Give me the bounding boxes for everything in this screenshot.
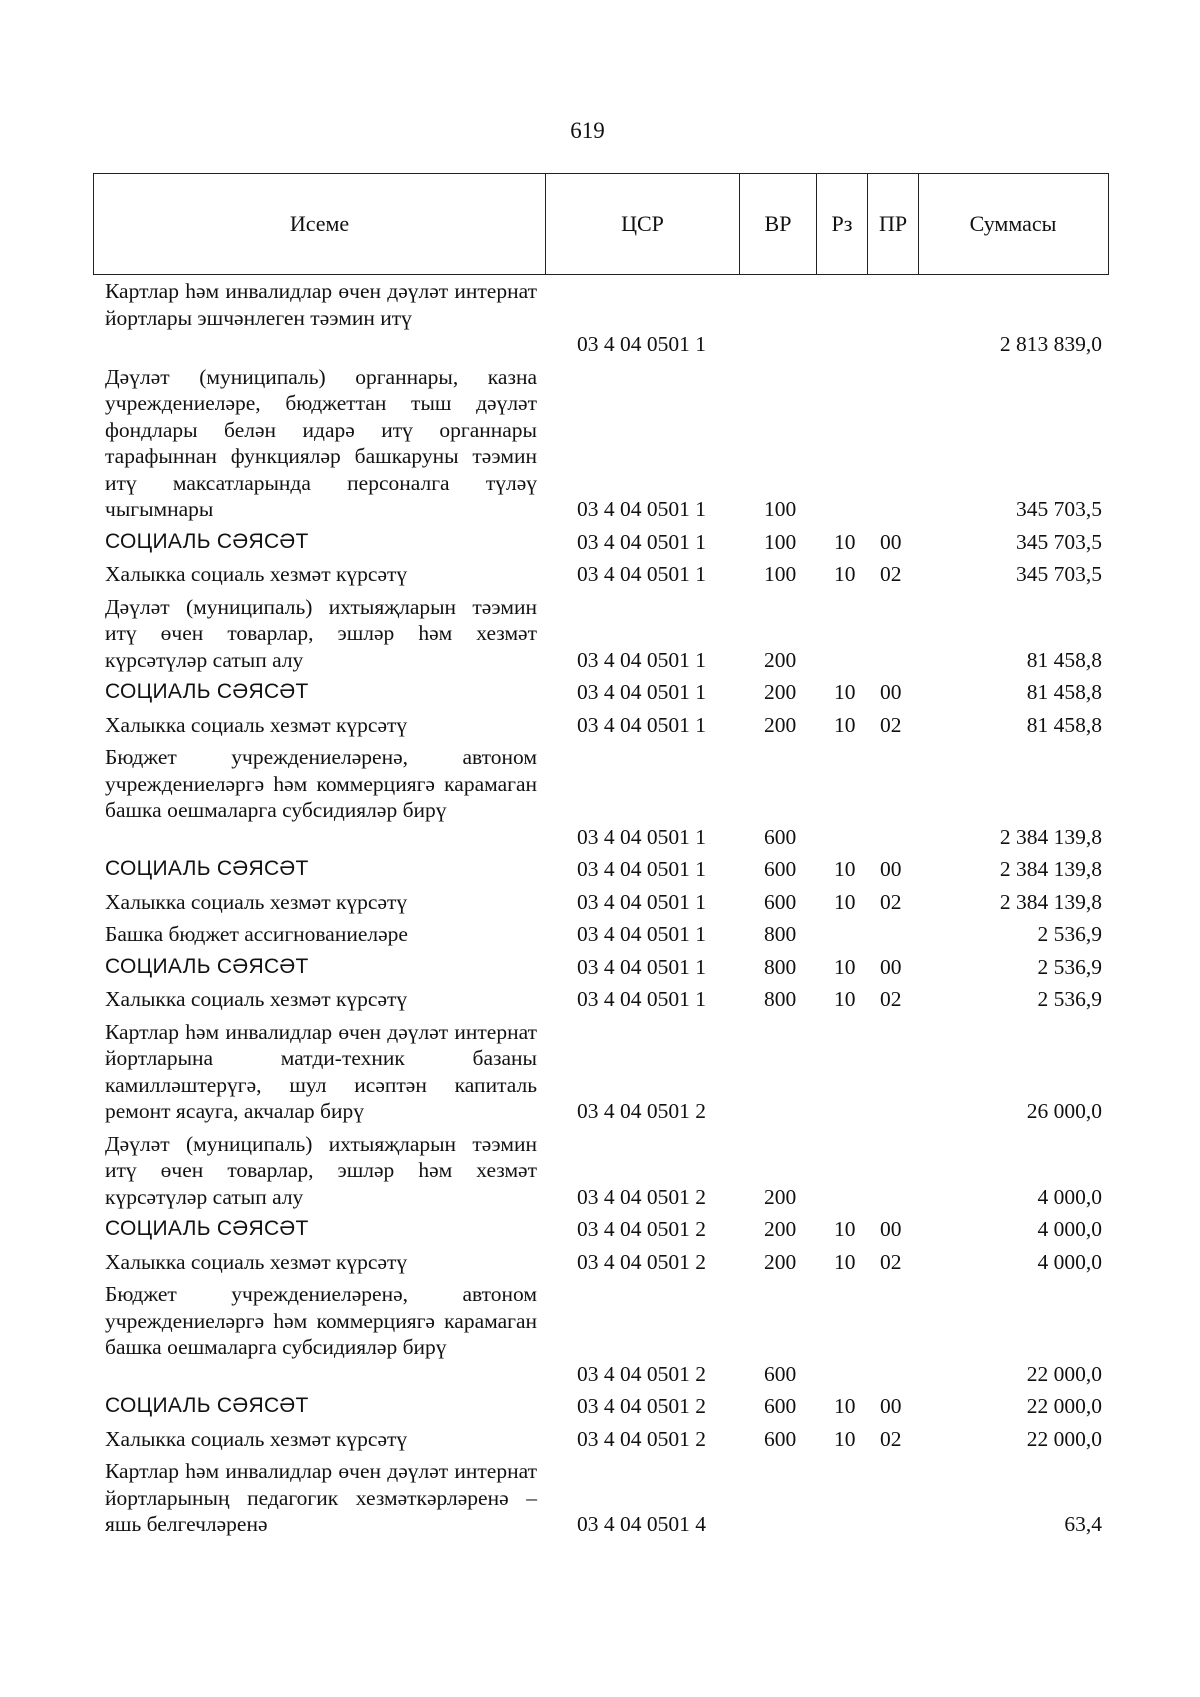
table-row	[0, 364, 1200, 523]
row-rz: 10	[834, 712, 856, 737]
row-name: Дәүләт (муниципаль) ихтыяҗларын тәэмин итү өчен товарлар, эшләр һәм хезмәт күрсәтүләр сатып алу	[105, 1131, 537, 1209]
row-sum: 4 000,0	[1037, 1249, 1102, 1274]
row-sum: 345 703,5	[1016, 562, 1102, 586]
row-sum: 81 458,8	[1026, 680, 1102, 704]
row-csr: 03 4 04 0501 1	[577, 712, 706, 737]
table-row	[0, 744, 1200, 850]
row-csr: 03 4 04 0501 1	[577, 954, 706, 979]
row-pr: 00	[880, 529, 902, 554]
row-rz: 10	[834, 1426, 856, 1451]
row-name: Дәүләт (муниципаль) органнары, казна учреждениеләре, бюджеттан тыш дәүләт фондлары белән идарә итү органнары тарафыннан функцияләр башкаруны тәэмин итү максатларында персоналга түләү чыгымнары	[105, 364, 537, 521]
row-name: Картлар һәм инвалидлар өчен дәүләт интернат йортларына матди-техник базаны камилләштерүгә, шул исәптән капиталь ремонт ясауга, акчалар бирү	[105, 1019, 537, 1123]
row-pr: 00	[880, 954, 902, 979]
table-row	[0, 712, 1200, 739]
table-row	[0, 529, 1200, 556]
table-header	[93, 173, 1109, 275]
row-rz: 10	[834, 889, 856, 914]
row-vr: 100	[764, 497, 797, 521]
row-vr: 200	[764, 712, 797, 737]
row-sum: 22 000,0	[1026, 1426, 1102, 1451]
row-sum: 345 703,5	[1016, 497, 1102, 521]
row-pr: 02	[880, 562, 902, 586]
table-row	[0, 594, 1200, 674]
table-row	[0, 1249, 1200, 1276]
row-csr: 03 4 04 0501 4	[577, 1512, 706, 1536]
row-csr: 03 4 04 0501 1	[577, 332, 706, 356]
row-sum: 26 000,0	[1026, 1099, 1102, 1123]
row-sum: 4 000,0	[1037, 1217, 1102, 1241]
row-csr: 03 4 04 0501 1	[577, 987, 706, 1011]
row-vr: 200	[764, 680, 797, 704]
row-csr: 03 4 04 0501 1	[577, 857, 706, 881]
row-vr: 800	[764, 987, 797, 1011]
row-vr: 200	[764, 1217, 797, 1241]
row-csr: 03 4 04 0501 2	[577, 1184, 706, 1209]
row-name: Дәүләт (муниципаль) ихтыяҗларын тәэмин итү өчен товарлар, эшләр һәм хезмәт күрсәтүләр сатып алу	[105, 594, 537, 672]
header-vr: ВР	[739, 174, 816, 274]
page-number: 619	[570, 118, 605, 143]
row-name: СОЦИАЛЬ СӘЯСӘТ	[105, 1394, 309, 1417]
row-name: Картлар һәм инвалидлар өчен дәүләт интернат йортларының педагогик хезмәткәрләренә – яшь белгечләренә	[105, 1459, 537, 1536]
row-rz: 10	[834, 1249, 856, 1274]
table-row	[0, 679, 1200, 706]
row-sum: 4 000,0	[1037, 1184, 1102, 1209]
row-sum: 2 536,9	[1037, 987, 1102, 1011]
table-row	[0, 889, 1200, 916]
row-sum: 2 384 139,8	[999, 824, 1102, 849]
row-name: Халыкка социаль хезмәт күрсәтү	[105, 987, 408, 1011]
row-name: Халыкка социаль хезмәт күрсәтү	[105, 712, 408, 737]
table-row	[0, 986, 1200, 1013]
row-name: Башка бюджет ассигнованиеләре	[105, 922, 408, 946]
row-vr: 600	[764, 1426, 797, 1451]
row-vr: 800	[764, 922, 797, 946]
row-csr: 03 4 04 0501 1	[577, 824, 706, 849]
row-csr: 03 4 04 0501 2	[577, 1249, 706, 1274]
row-name: Бюджет учреждениеләренә, автоном учреждениеләргә һәм коммерциягә карамаган башка оешмаларга субсидияләр бирү	[105, 1282, 537, 1359]
row-csr: 03 4 04 0501 1	[577, 922, 706, 946]
row-vr: 100	[764, 562, 797, 586]
row-sum: 2 536,9	[1037, 954, 1102, 979]
row-rz: 10	[834, 680, 856, 704]
table-row	[0, 1393, 1200, 1420]
row-pr: 02	[880, 987, 902, 1011]
row-sum: 22 000,0	[1026, 1361, 1102, 1386]
row-sum: 63,4	[1064, 1512, 1102, 1536]
row-sum: 22 000,0	[1026, 1394, 1102, 1418]
row-name: СОЦИАЛЬ СӘЯСӘТ	[105, 954, 309, 978]
row-name: Халыкка социаль хезмәт күрсәтү	[105, 1249, 408, 1274]
table-row	[0, 1458, 1200, 1538]
row-vr: 200	[764, 647, 797, 672]
row-csr: 03 4 04 0501 1	[577, 529, 706, 554]
table-row	[0, 1426, 1200, 1453]
row-csr: 03 4 04 0501 2	[577, 1099, 706, 1123]
row-pr: 00	[880, 1217, 902, 1241]
row-csr: 03 4 04 0501 1	[577, 562, 706, 586]
row-sum: 81 458,8	[1026, 712, 1102, 737]
row-name: СОЦИАЛЬ СӘЯСӘТ	[105, 1217, 309, 1240]
row-sum: 2 384 139,8	[999, 889, 1102, 914]
row-name: СОЦИАЛЬ СӘЯСӘТ	[105, 529, 309, 553]
table-row	[0, 954, 1200, 981]
row-pr: 02	[880, 712, 902, 737]
row-name: Халыкка социаль хезмәт күрсәтү	[105, 562, 408, 586]
table-body	[0, 278, 1200, 1544]
row-csr: 03 4 04 0501 2	[577, 1394, 706, 1418]
row-rz: 10	[834, 1217, 856, 1241]
row-vr: 600	[764, 1394, 797, 1418]
row-csr: 03 4 04 0501 1	[577, 497, 706, 521]
table-row	[0, 1019, 1200, 1125]
table-row	[0, 921, 1200, 948]
row-csr: 03 4 04 0501 1	[577, 647, 706, 672]
row-vr: 800	[764, 954, 797, 979]
row-pr: 00	[880, 1394, 902, 1418]
header-pr: ПР	[867, 174, 918, 274]
row-pr: 00	[880, 680, 902, 704]
row-csr: 03 4 04 0501 2	[577, 1217, 706, 1241]
header-sum: Суммасы	[918, 174, 1107, 274]
row-csr: 03 4 04 0501 2	[577, 1361, 706, 1386]
row-rz: 10	[834, 1394, 856, 1418]
row-pr: 02	[880, 1426, 902, 1451]
row-rz: 10	[834, 562, 856, 586]
row-name: СОЦИАЛЬ СӘЯСӘТ	[105, 857, 309, 880]
header-csr: ЦСР	[545, 174, 739, 274]
row-csr: 03 4 04 0501 1	[577, 889, 706, 914]
table-row	[0, 856, 1200, 883]
table-row	[0, 1216, 1200, 1243]
row-sum: 2 813 839,0	[999, 332, 1102, 356]
row-vr: 600	[764, 857, 797, 881]
row-rz: 10	[834, 857, 856, 881]
row-pr: 02	[880, 889, 902, 914]
row-sum: 345 703,5	[1016, 529, 1102, 554]
row-sum: 2 536,9	[1037, 922, 1102, 946]
header-rz: Рз	[816, 174, 867, 274]
row-csr: 03 4 04 0501 2	[577, 1426, 706, 1451]
row-vr: 600	[764, 889, 797, 914]
row-pr: 00	[880, 857, 902, 881]
table-row	[0, 1131, 1200, 1211]
row-rz: 10	[834, 987, 856, 1011]
row-vr: 100	[764, 529, 797, 554]
row-rz: 10	[834, 529, 856, 554]
row-name: Картлар һәм инвалидлар өчен дәүләт интернат йортлары эшчәнлеген тәэмин итү	[105, 279, 537, 330]
row-vr: 200	[764, 1249, 797, 1274]
row-vr: 200	[764, 1184, 797, 1209]
row-rz: 10	[834, 954, 856, 979]
row-vr: 600	[764, 1361, 797, 1386]
header-name: Исеме	[289, 211, 350, 236]
row-pr: 02	[880, 1249, 902, 1274]
table-row	[0, 561, 1200, 588]
row-name: Халыкка социаль хезмәт күрсәтү	[105, 889, 408, 914]
row-vr: 600	[764, 824, 797, 849]
table-row	[0, 1281, 1200, 1387]
row-name: Халыкка социаль хезмәт күрсәтү	[105, 1426, 408, 1451]
row-csr: 03 4 04 0501 1	[577, 680, 706, 704]
table-row	[0, 278, 1200, 358]
row-name: СОЦИАЛЬ СӘЯСӘТ	[105, 680, 309, 703]
row-sum: 81 458,8	[1026, 647, 1102, 672]
row-name: Бюджет учреждениеләренә, автоном учреждениеләргә һәм коммерциягә карамаган башка оешмаларга субсидияләр бирү	[105, 745, 537, 822]
row-sum: 2 384 139,8	[999, 857, 1102, 881]
